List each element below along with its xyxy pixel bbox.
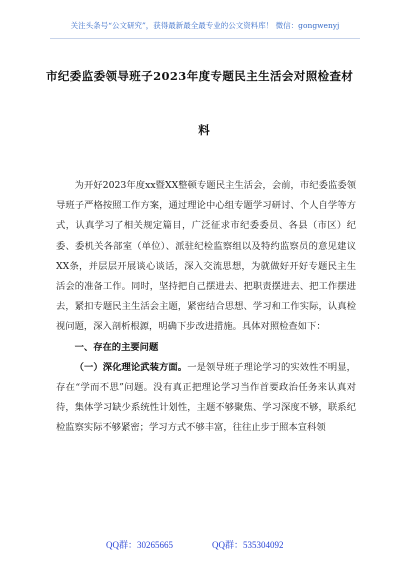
header-divider bbox=[50, 38, 360, 39]
qq-group-label-2: QQ群：535304092 bbox=[212, 540, 284, 550]
footer bbox=[0, 538, 408, 552]
header-notice: 关注头条号“公文研究”，获得最新最全最专业的公文资料库！ 微信：gongwenyj bbox=[70, 21, 340, 30]
subsection-text: 一是领导班子理论学习的实效性不明显，存在“学而不思”问题。没有真正把理论学习当作首要政治任务来认真对待，集体学习缺少系统性计划性，主题不够聚焦、学习深度不够，联系纪检监察实际不够紧密；学习方式不够丰富，往往止步于照本宣科领 bbox=[56, 361, 356, 434]
qq-group-label: QQ群：30265665 bbox=[106, 540, 173, 550]
subsection-heading: （一）深化理论武装方面。 bbox=[74, 361, 188, 373]
subsection-paragraph bbox=[56, 358, 356, 439]
document-title-continuation: 料 bbox=[198, 123, 210, 137]
section-heading: 一、存在的主要问题 bbox=[74, 341, 159, 353]
intro-paragraph: 为开好2023年度xx暨XX整顿专题民主生活会，会前，市纪委监委领导班子严格按照工作方案，通过理论中心组专题学习研讨、个人自学等方式，认真学习了相关规定篇目，广泛征求市纪委委员、各县（市区）纪委、委机关各部室（单位）、派驻纪检监察组以及特约监察员的意见建议XX条，并层层开展谈心谈话，深入交流思想，为就做好开好专题民主生活会的准备工作。同时，坚持把自己摆进去、把职责摆进去、把工作摆进去，紧扣专题民主生活会主题，紧密结合思想、学习和工作实际，认真检视问题，深入剖析根源，明确下步改进措施。具体对照检查如下： bbox=[56, 180, 356, 333]
document-title: 市纪委监委领导班子2023年度专题民主生活会对照检查材 bbox=[46, 69, 354, 83]
document-body bbox=[56, 176, 356, 439]
